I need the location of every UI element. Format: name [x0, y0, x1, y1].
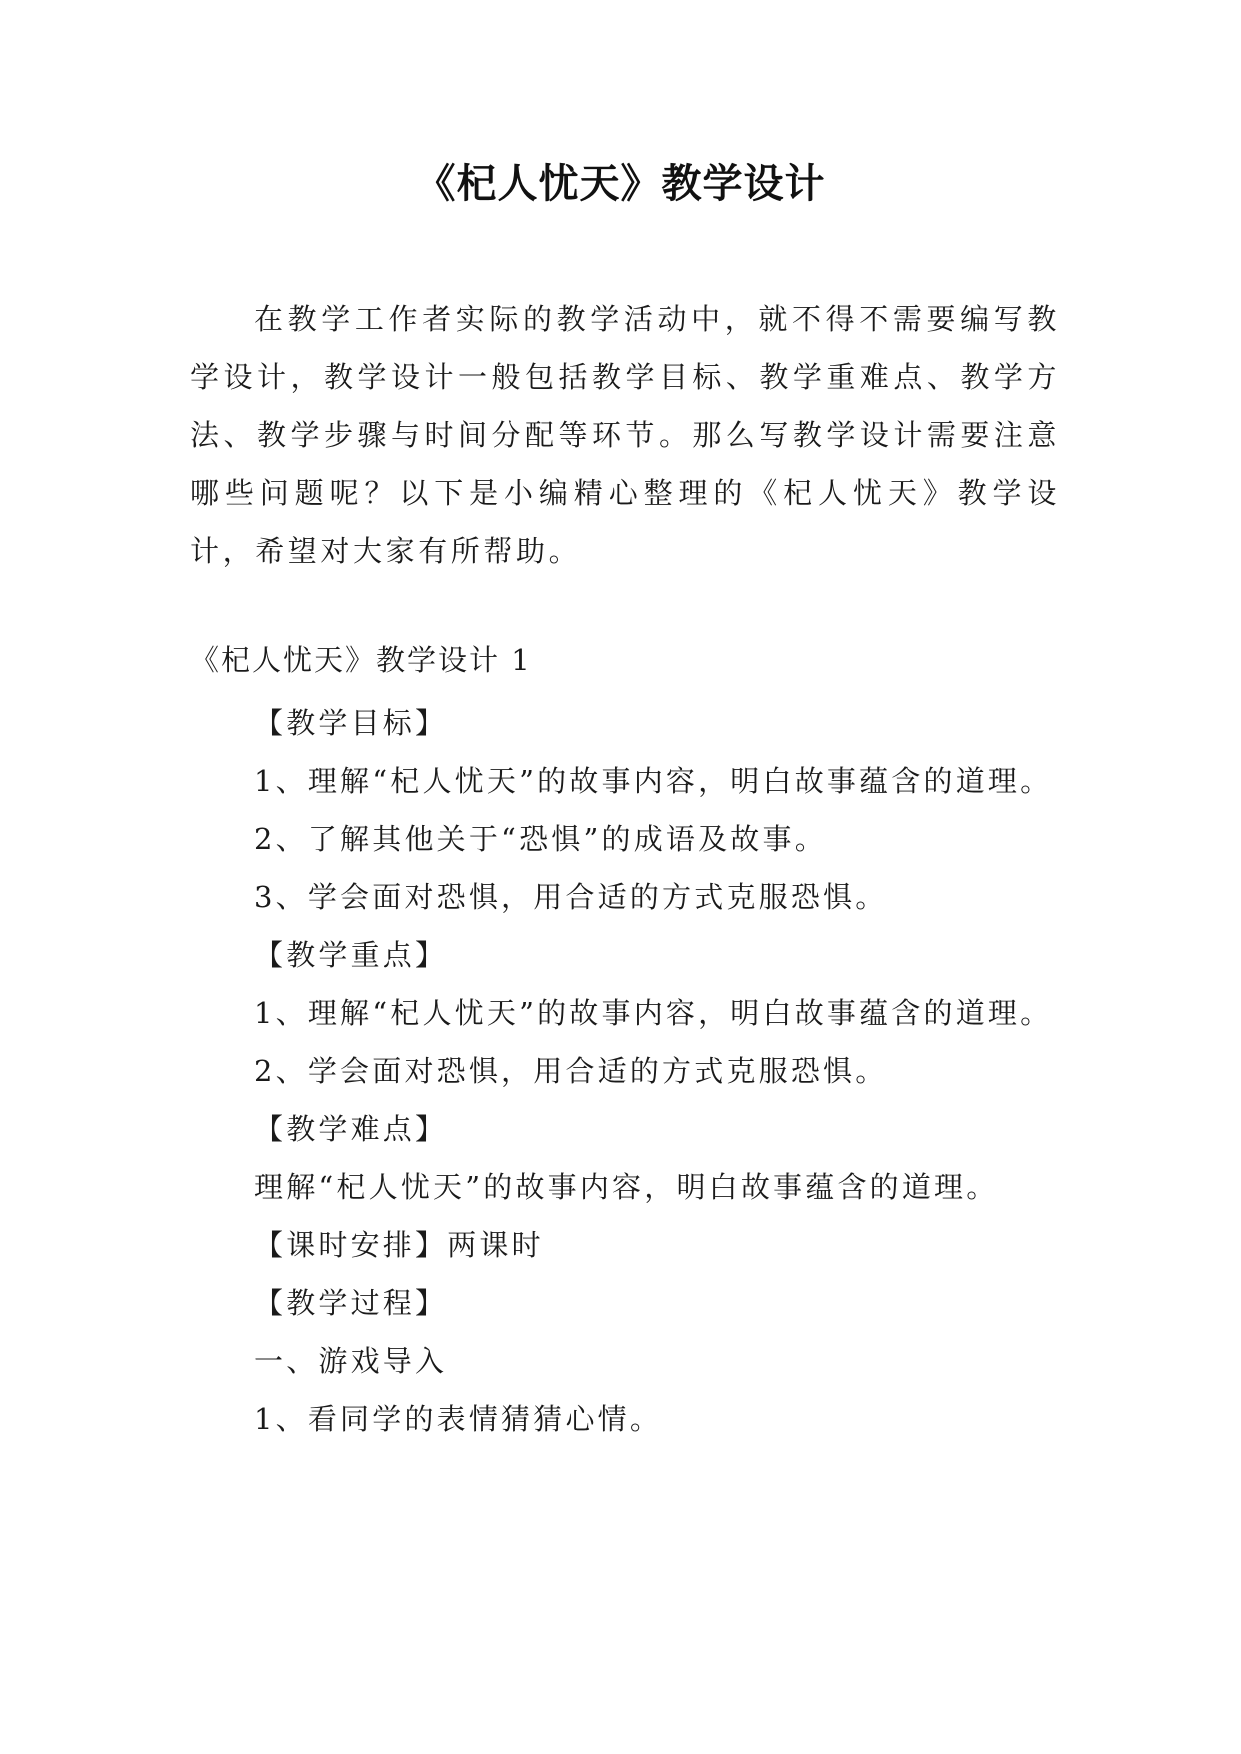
goals-heading: 【教学目标】 — [254, 706, 448, 740]
difficulty-item-1: 理解“杞人忧天”的故事内容，明白故事蕴含的道理。 — [254, 1170, 999, 1204]
difficulty-heading: 【教学难点】 — [254, 1112, 448, 1146]
document-title: 《杞人忧天》教学设计 — [415, 161, 826, 207]
intro-paragraph: 在教学工作者实际的教学活动中，就不得不需要编写教学设计，教学设计一般包括教学目标、教学重难点、教学方法、教学步骤与时间分配等环节。那么写教学设计需要注意哪些问题呢？以下是小编精心整理的《杞人忧天》教学设计，希望对大家有所帮助。 — [190, 302, 1060, 568]
key-point-item-2: 2、学会面对恐惧，用合适的方式克服恐惧。 — [254, 1054, 888, 1088]
goal-item-3: 3、学会面对恐惧，用合适的方式克服恐惧。 — [254, 880, 888, 914]
process-heading: 【教学过程】 — [254, 1286, 448, 1320]
goal-item-1: 1、理解“杞人忧天”的故事内容，明白故事蕴含的道理。 — [254, 764, 1053, 798]
lesson-body — [190, 694, 1070, 1448]
process-part-1: 一、游戏导入 — [254, 1344, 448, 1378]
key-point-item-1: 1、理解“杞人忧天”的故事内容，明白故事蕴含的道理。 — [254, 996, 1053, 1030]
section-title: 《杞人忧天》教学设计 1 — [190, 643, 532, 677]
process-step-1: 1、看同学的表情猜猜心情。 — [254, 1402, 663, 1436]
key-points-heading: 【教学重点】 — [254, 938, 448, 972]
schedule-line: 【课时安排】两课时 — [254, 1228, 544, 1262]
goal-item-2: 2、了解其他关于“恐惧”的成语及故事。 — [254, 822, 827, 856]
